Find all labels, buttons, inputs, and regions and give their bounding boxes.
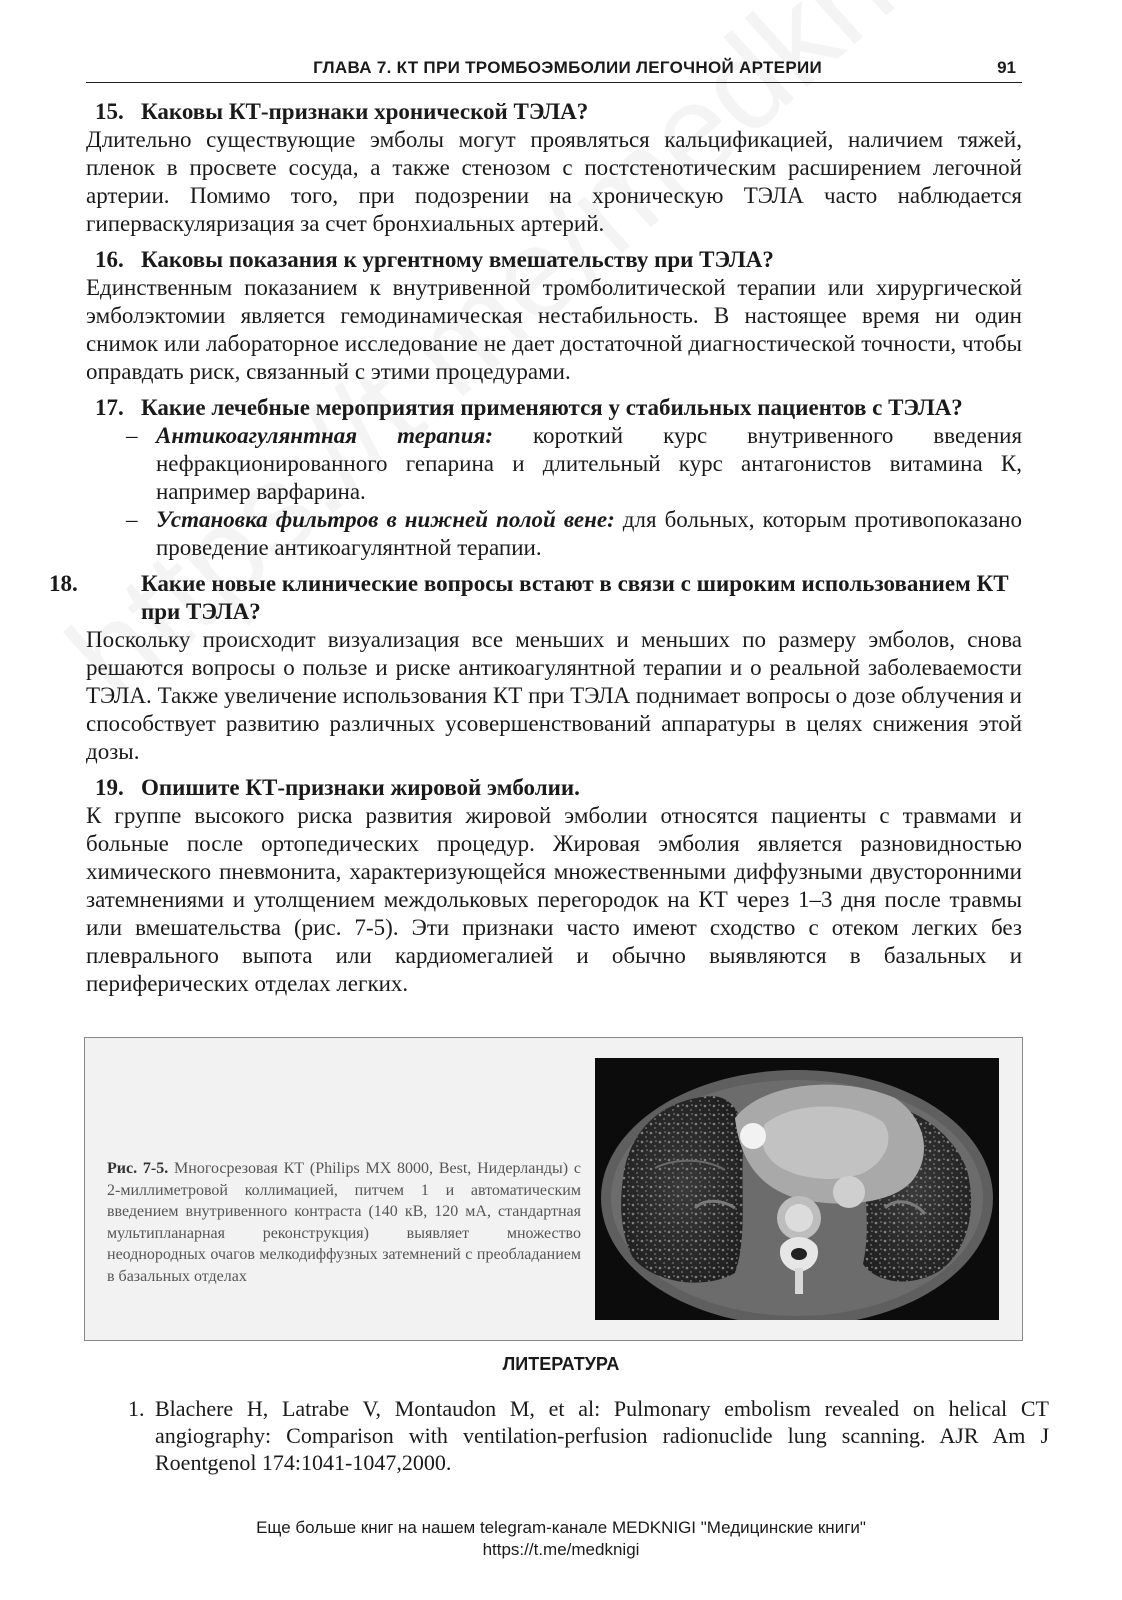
list-item-anticoagulant: – Антикоагулянтная терапия: короткий курс внутривенного введения нефракционированного гепарина и длительный курс антагонистов витамина К, например варфарина.: [126, 423, 1023, 504]
footer-promo-text: Еще больше книг на нашем telegram-канале MEDKNIGI "Медицинские книги": [256, 1518, 866, 1537]
ct-scan-illustration: [595, 1058, 999, 1320]
footer-link[interactable]: https://t.me/medknigi: [482, 1540, 640, 1559]
page-number: 91: [997, 58, 1016, 77]
question-16: 16. Каковы показания к ургентному вмешательству при ТЭЛА?: [95, 247, 774, 272]
question-18: 18. Какие новые клинические вопросы встают в связи с широким использованием КТ при ТЭЛА?: [49, 571, 1009, 624]
running-header: [86, 56, 1022, 83]
answer-19: К группе высокого риска развития жировой эмболии относятся пациенты с травмами и больные после ортопедических процедур. Жировая эмболия является разновидностью химического пневмонита, характеризующейся множественными диффузными двусторонними затемнениями и утолщением междольковых перегородок на КТ через 1–3 дня после травмы или вмешательства (рис. 7-5). Эти признаки часто имеют сходство с отеком легких без плеврального выпота или кардиомегалией и обычно выявляются в базальных и периферических отделах легких.: [86, 803, 1022, 996]
chapter-title: ГЛАВА 7. КТ ПРИ ТРОМБОЭМБОЛИИ ЛЕГОЧНОЙ АРТЕРИИ: [313, 58, 822, 77]
question-19: 19. Опишите КТ-признаки жировой эмболии.: [95, 775, 580, 800]
answer-18: Поскольку происходит визуализация все меньших и меньших по размеру эмболов, снова решаются вопросы о пользе и риске антикоагулянтной терапии и о реальной заболеваемости ТЭЛА. Также увеличение использования КТ при ТЭЛА поднимает вопросы о дозе облучения и способствует развитию различных усовершенствований аппаратуры в целях снижения этой дозы.: [86, 627, 1022, 764]
ct-scan-image: [595, 1058, 999, 1320]
references-title: ЛИТЕРАТУРА: [502, 1354, 620, 1374]
answer-16: Единственным показанием к внутривенной тромболитической терапии или хирургической эмболэктомии является гемодинамическая нестабильность. В настоящее время ни один снимок или лабораторное исследование не дает достаточной диагностической точности, чтобы оправдать риск, связанный с этими процедурами.: [86, 275, 1022, 384]
figure-caption: Рис. 7-5. Многосрезовая КТ (Philips MX 8000, Best, Нидерланды) с 2-миллиметровой коллимацией, питчем 1 и автоматическим введением внутривенного контраста (140 кВ, 120 мА, стандартная мультипланарная реконструкция) выявляет множество неоднородных очагов мелкодиффузных затемнений с преобладанием в базальных отделах: [107, 1160, 582, 1285]
answer-15: Длительно существующие эмболы могут проявляться кальцификацией, наличием тяжей, пленок в просвете сосуда, а также стенозом с постстенотическим расширением легочной артерии. Помимо того, при подозрении на хроническую ТЭЛА часто наблюдается гиперваскуляризация за счет бронхиальных артерий.: [86, 127, 1022, 236]
page-footer: [0, 1517, 1122, 1561]
question-15: 15. Каковы КТ-признаки хронической ТЭЛА?: [95, 99, 589, 124]
list-item-filters: – Установка фильтров в нижней полой вене: для больных, которым противопоказано проведение антикоагулянтной терапии.: [126, 507, 1022, 560]
reference-item: 1. Blachere H, Latrabe V, Montaudon M, et al: Pulmonary embolism revealed on helical CT angiography: Comparison with ventilation-perfusion radionuclide lung scanning. AJR Am J Roentgenol 174:1041-1047,2000.: [128, 1396, 1049, 1475]
figure-7-5: [84, 1037, 1023, 1341]
question-17: 17. Какие лечебные мероприятия применяются у стабильных пациентов с ТЭЛА?: [95, 395, 963, 420]
main-text: [49, 98, 1023, 998]
